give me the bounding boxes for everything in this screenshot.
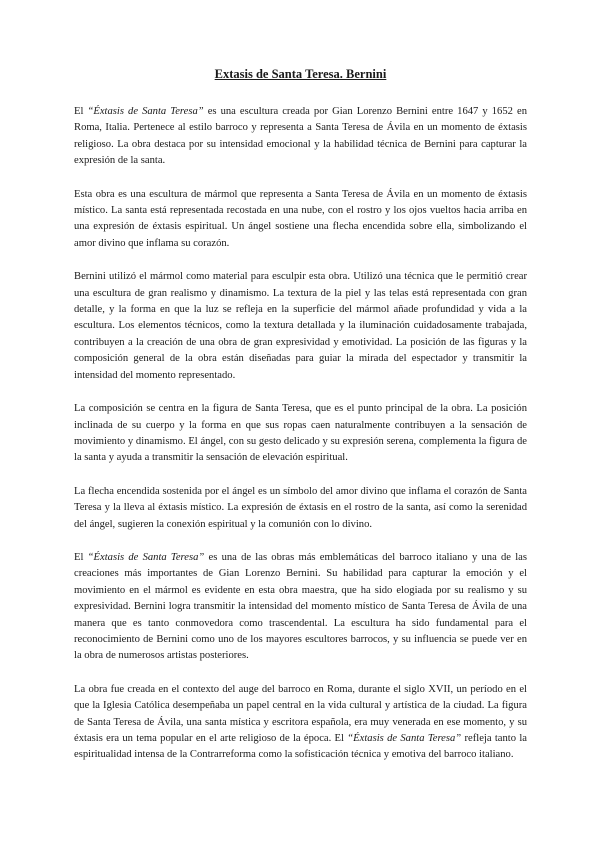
text-run: El	[74, 551, 88, 563]
paragraph-1	[74, 104, 527, 170]
paragraph-7	[74, 682, 527, 764]
text-run: La flecha encendida sostenida por el ángel es un símbolo del amor divino que inflama el corazón de Santa Teresa y la lleva al éxtasis místico. La expresión de éxtasis en el rostro de la santa, así como la serenidad del ángel, sugieren la conexión espiritual y la comunión con lo divino.	[74, 485, 527, 530]
paragraph-4	[74, 401, 527, 467]
text-run: es una de las obras más emblemáticas del barroco italiano y una de las creaciones más importantes de Gian Lorenzo Bernini. Su habilidad para capturar la emoción y el movimiento en el mármol es evidente en esta obra maestra, que ha sido elogiada por su realismo y su expresividad. Bernini logra transmitir la intensidad del momento místico de Santa Teresa de Ávila de una manera que es tanto conmovedora como trascendental. La escultura ha sido fundamental para el reconocimiento de Bernini como uno de los mayores escultores barrocos, y su influencia se puede ver en la obra de numerosos artistas posteriores.	[74, 551, 527, 662]
text-run: La obra fue creada en el contexto del auge del barroco en Roma, durante el siglo XVII, un período en el que la Iglesia Católica desempeñaba un papel central en la vida cultural y artística de la ciudad. La figura de Santa Teresa de Ávila, una santa mística y escritora española, era muy venerada en ese momento, y su éxtasis era un tema popular en el arte religioso de la época. El	[74, 683, 527, 744]
text-run: refleja tanto la espiritualidad intensa de la Contrarreforma como la sofisticación técnica y emotiva del barroco italiano.	[74, 733, 527, 761]
italic-work-title: “Éxtasis de Santa Teresa”	[347, 733, 462, 744]
text-run: Esta obra es una escultura de mármol que representa a Santa Teresa de Ávila en un momento de éxtasis místico. La santa está representada recostada en una nube, con el rostro y los ojos vueltos hacia arriba en una expresión de éxtasis espiritual. Un ángel sostiene una flecha encendida sobre ella, simbolizando el amor divino que inflama su corazón.	[74, 188, 527, 249]
document-title: Extasis de Santa Teresa. Bernini	[214, 67, 387, 81]
text-run: La composición se centra en la figura de Santa Teresa, que es el punto principal de la obra. La posición inclinada de su cuerpo y la forma en que sus ropas caen naturalmente contribuyen a la sensación de movimiento y dinamismo. El ángel, con su gesto delicado y su expresión serena, complementa la figura de la santa y ayuda a transmitir la sensación de elevación espiritual.	[74, 403, 527, 464]
paragraph-5	[74, 484, 527, 533]
paragraph-6	[74, 550, 527, 665]
text-run: Bernini utilizó el mármol como material para esculpir esta obra. Utilizó una técnica que le permitió crear una escultura de gran realismo y dinamismo. La textura de la piel y las telas está representada con gran detalle, y la forma en que la luz se refleja en la superficie del mármol añade profundidad y vida a la escultura. Los elementos técnicos, como la textura detallada y la iluminación cuidadosamente trabajada, contribuyen a la creación de una obra de gran expresividad y emotividad. La posición de las figuras y la composición general de la obra están diseñadas para guiar la mirada del espectador y transmitir la intensidad del momento representado.	[74, 271, 527, 381]
italic-work-title: “Éxtasis de Santa Teresa”	[87, 106, 204, 117]
text-run: es una escultura creada por Gian Lorenzo Bernini entre 1647 y 1652 en Roma, Italia. Pertenece al estilo barroco y representa a Santa Teresa de Ávila en un momento de éxtasis religioso. La obra destaca por su intensidad emocional y la habilidad técnica de Bernini para capturar la expresión de la santa.	[74, 106, 527, 167]
paragraph-3	[74, 269, 527, 384]
paragraph-2	[74, 187, 527, 253]
italic-work-title: “Éxtasis de Santa Teresa”	[87, 551, 205, 563]
text-run: El	[74, 106, 88, 117]
